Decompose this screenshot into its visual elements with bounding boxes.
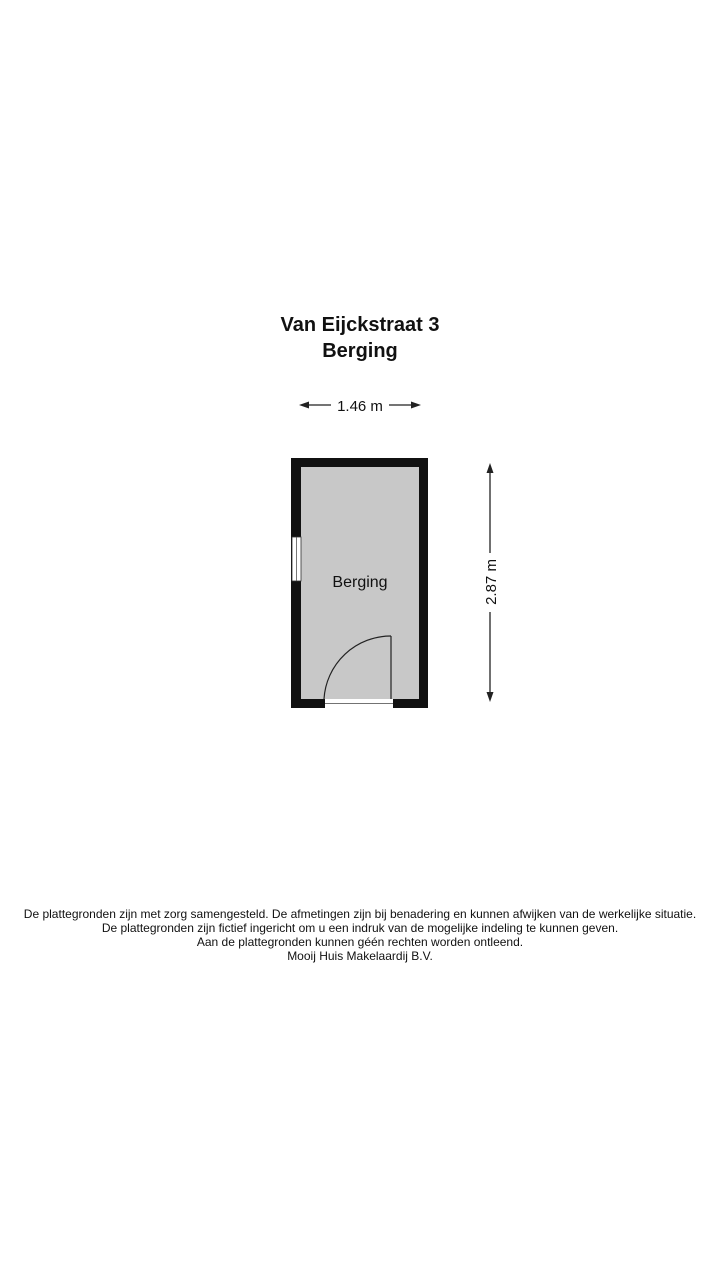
address-title: Van Eijckstraat 3 [280,314,440,336]
window-left [292,537,301,581]
height-dimension [483,463,500,702]
disclaimer-line: De plattegronden zijn fictief ingericht om u een indruk van de mogelijke indeling te kunnen geven. [101,921,619,935]
height-label: 2.87 m [483,559,500,605]
disclaimer-line: Aan de plattegronden kunnen géén rechten worden ontleend. [196,935,524,949]
width-arrow-left [299,402,309,409]
door-jamb-right [393,699,398,708]
width-arrow-right [411,402,421,409]
floor-subtitle: Berging [322,340,398,362]
width-dimension [299,398,421,415]
disclaimer-line: De plattegronden zijn met zorg samengesteld. De afmetingen zijn bij benadering en kunnen afwijken van de werkelijke situatie. [23,907,697,921]
disclaimer [0,907,720,963]
company-name: Mooij Huis Makelaardij B.V. [287,949,433,963]
room-label: Berging [332,574,388,591]
height-arrow-bottom [487,692,494,702]
width-label: 1.46 m [337,398,383,415]
height-arrow-top [487,463,494,473]
door-jamb-left [320,699,325,708]
